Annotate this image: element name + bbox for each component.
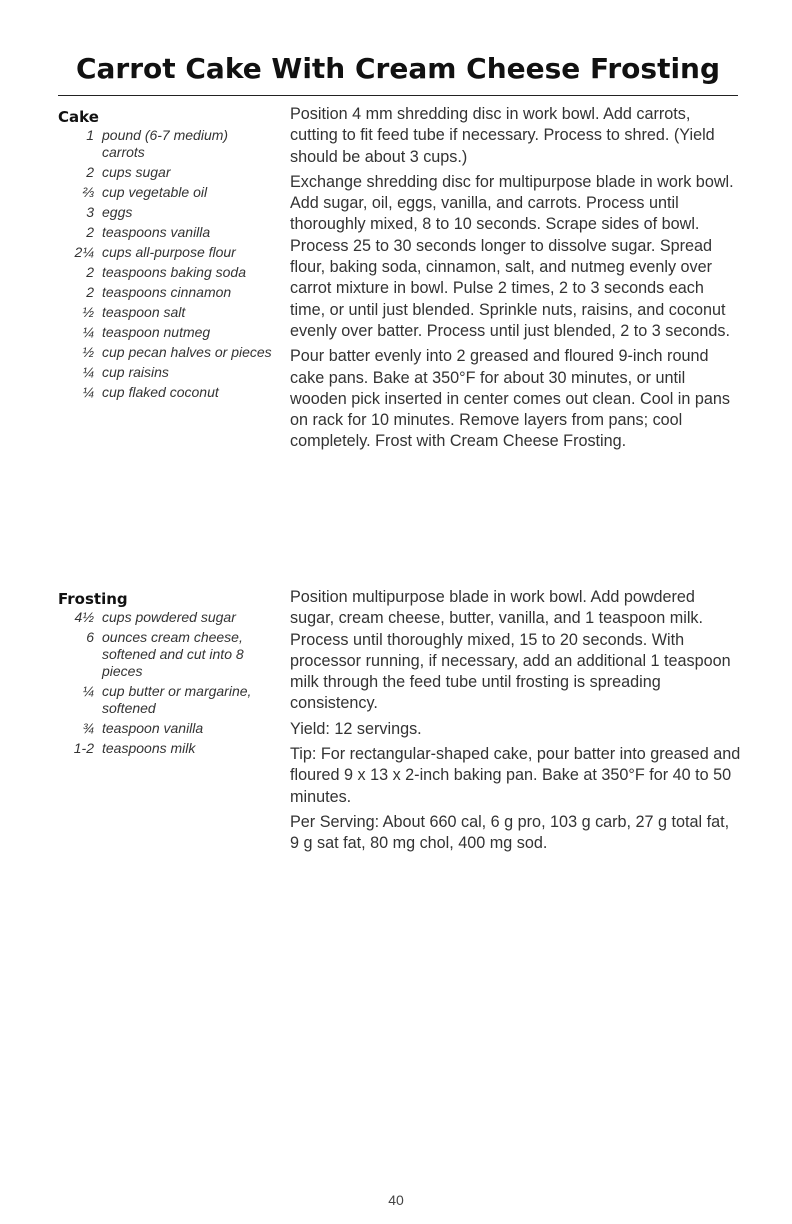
ingredient-desc: pound (6-7 medium) carrots xyxy=(102,127,229,160)
ingredient-item xyxy=(58,609,273,626)
ingredient-item xyxy=(58,364,273,381)
ingredient-item xyxy=(58,304,273,321)
ingredient-desc: cups all-purpose flour xyxy=(102,244,236,260)
ingredient-qty: 2 xyxy=(86,284,94,300)
ingredient-item xyxy=(58,629,273,680)
ingredient-desc: teaspoons vanilla xyxy=(102,224,211,240)
ingredient-qty: 3 xyxy=(86,204,94,220)
ingredient-qty: 6 xyxy=(86,629,94,645)
ingredient-desc: cup raisins xyxy=(102,364,169,380)
ingredient-desc: teaspoon nutmeg xyxy=(102,324,211,340)
cake-directions xyxy=(290,104,742,457)
ingredient-desc: teaspoon salt xyxy=(102,304,186,320)
ingredient-qty: 2 xyxy=(86,264,94,280)
frosting-heading: Frosting xyxy=(58,590,128,608)
ingredient-qty: ¼ xyxy=(82,384,94,400)
ingredient-desc: teaspoons cinnamon xyxy=(102,284,232,300)
ingredient-qty: ¼ xyxy=(82,683,94,699)
ingredient-qty: ⅔ xyxy=(82,184,94,200)
cake-heading: Cake xyxy=(58,108,99,126)
ingredient-desc: cups powdered sugar xyxy=(102,609,236,625)
ingredient-item xyxy=(58,284,273,301)
ingredient-desc: cup butter or margarine, softened xyxy=(102,683,252,716)
ingredient-item xyxy=(58,384,273,401)
ingredient-qty: ½ xyxy=(82,344,94,360)
ingredient-qty: 1-2 xyxy=(73,740,94,756)
direction-paragraph: Position multipurpose blade in work bowl. Add powdered sugar, cream cheese, butter, vanilla, and 1 teaspoon milk. Process until thoroughly mixed, 15 to 20 seconds. With processor running, if necessary, add an additional 1 teaspoon milk through the feed tube until frosting is spreading consistency. xyxy=(290,588,731,713)
ingredient-qty: 4½ xyxy=(74,609,94,625)
ingredient-qty: 2 xyxy=(86,224,94,240)
ingredient-item xyxy=(58,740,273,757)
ingredient-desc: teaspoons baking soda xyxy=(102,264,246,280)
ingredient-desc: cup vegetable oil xyxy=(102,184,208,200)
ingredient-qty: 1 xyxy=(86,127,94,143)
tip-text: Tip: For rectangular-shaped cake, pour batter into greased and floured 9 x 13 x 2-inch baking pan. Bake at 350°F for 40 to 50 minutes. xyxy=(290,745,741,806)
direction-paragraph: Pour batter evenly into 2 greased and floured 9-inch round cake pans. Bake at 350°F for about 30 minutes, or until wooden pick inserted in center comes out clean. Cool in pans on rack for 10 minutes. Remove layers from pans; cool completely. Frost with Cream Cheese Frosting. xyxy=(290,347,731,451)
ingredient-desc: cup flaked coconut xyxy=(102,384,219,400)
title-rule xyxy=(58,95,738,96)
ingredient-item xyxy=(58,683,273,717)
ingredient-desc: cup pecan halves or pieces xyxy=(102,344,272,360)
yield-text: Yield: 12 servings. xyxy=(290,719,422,738)
ingredient-item xyxy=(58,127,273,161)
cake-ingredient-list xyxy=(58,127,273,404)
ingredient-item xyxy=(58,164,273,181)
ingredient-item xyxy=(58,324,273,341)
ingredient-item xyxy=(58,344,273,361)
ingredient-desc: teaspoons milk xyxy=(102,740,196,756)
ingredient-qty: ¾ xyxy=(82,720,94,736)
ingredient-item xyxy=(58,184,273,201)
ingredient-desc: ounces cream cheese, softened and cut into 8 pieces xyxy=(102,629,244,679)
ingredient-item xyxy=(58,264,273,281)
ingredient-qty: 2¼ xyxy=(74,244,94,260)
nutrition-text: Per Serving: About 660 cal, 6 g pro, 103 g carb, 27 g total fat, 9 g sat fat, 80 mg chol, 400 mg sod. xyxy=(290,812,730,853)
direction-paragraph: Exchange shredding disc for multipurpose blade in work bowl. Add sugar, oil, eggs, vanilla, and carrots. Process until thoroughly mixed, 8 to 10 seconds. Scrape sides of bowl. Process 25 to 30 seconds longer to dissolve sugar. Spread flour, baking soda, cinnamon, salt, and nutmeg evenly over carrot mixture in bowl. Pulse 2 times, 2 to 3 seconds each time, or until just blended. Sprinkle nuts, raisins, and coconut evenly over batter. Process until just blended, 2 to 3 seconds. xyxy=(290,172,734,340)
ingredient-item xyxy=(58,224,273,241)
ingredient-desc: teaspoon vanilla xyxy=(102,720,204,736)
ingredient-qty: ¼ xyxy=(82,364,94,380)
ingredient-qty: 2 xyxy=(86,164,94,180)
ingredient-item xyxy=(58,204,273,221)
page-number: 40 xyxy=(388,1192,404,1208)
direction-paragraph: Position 4 mm shredding disc in work bowl. Add carrots, cutting to fit feed tube if necessary. Process to shred. (Yield should be about 3 cups.) xyxy=(290,105,715,166)
ingredient-desc: eggs xyxy=(102,204,133,220)
frosting-directions xyxy=(290,587,742,859)
frosting-ingredient-list xyxy=(58,609,273,760)
ingredient-item xyxy=(58,720,273,737)
ingredient-desc: cups sugar xyxy=(102,164,171,180)
page-title: Carrot Cake With Cream Cheese Frosting xyxy=(75,52,721,85)
ingredient-item xyxy=(58,244,273,261)
ingredient-qty: ½ xyxy=(82,304,94,320)
ingredient-qty: ¼ xyxy=(82,324,94,340)
